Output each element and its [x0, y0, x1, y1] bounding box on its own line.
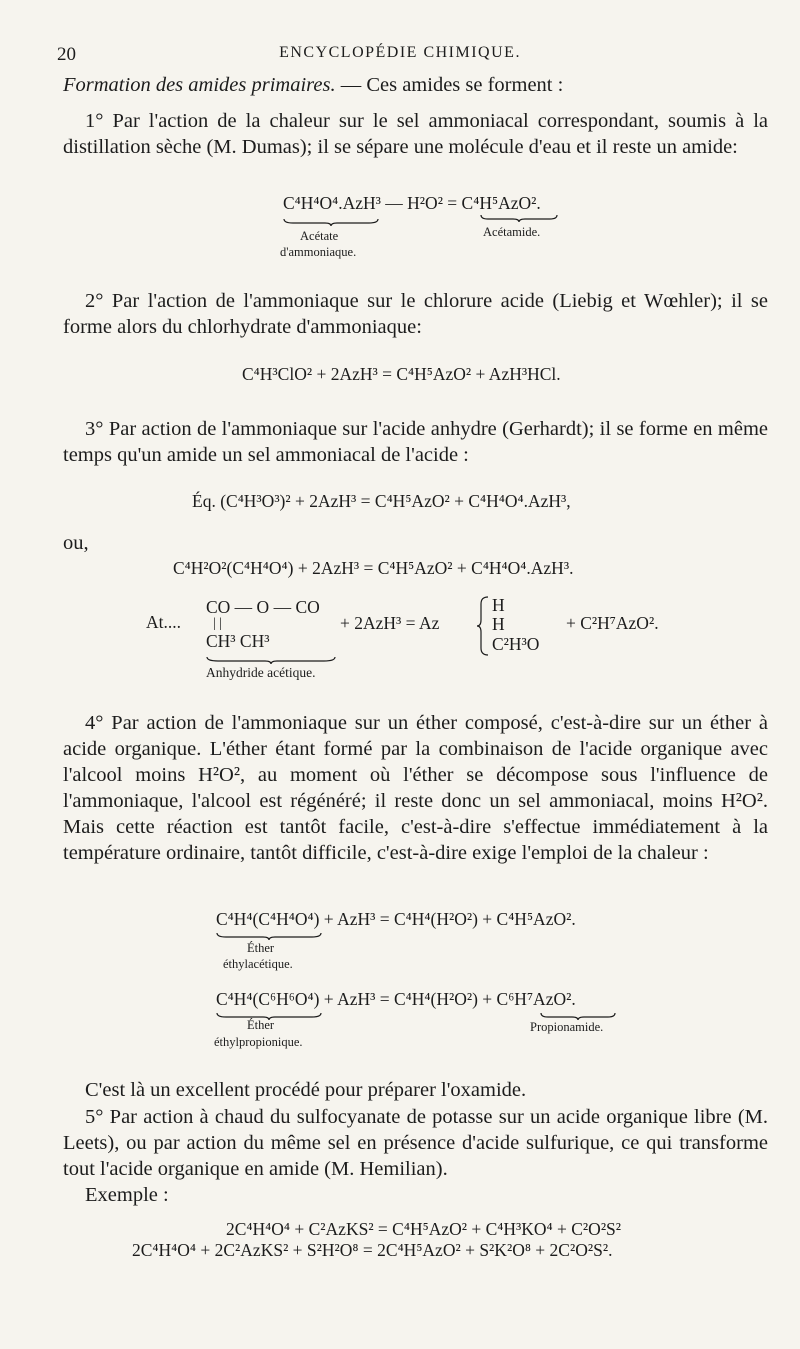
equation-8: 2C⁴H⁴O⁴ + C²AzKS² = C⁴H⁵AzO² + C⁴H³KO⁴ + C²O²S² — [226, 1219, 622, 1239]
label-acetate: Acétate — [300, 229, 339, 243]
paragraph-6-text: 5° Par action à chaud du sulfocyanate de potasse sur un acide organique libre (M. Leets), ou par action du même sel en présence d'acide sulfurique, ce qui transforme tout l'acide organique en amide (M. Hemilian). — [63, 1106, 768, 1180]
paragraph-1-text: 1° Par l'action de la chaleur sur le sel ammoniacal correspondant, soumis à la distillation sèche (M. Dumas); il se sépare une molécule d'eau et il reste un amide: — [63, 110, 768, 158]
equation-9: 2C⁴H⁴O⁴ + 2C²AzKS² + S²H²O⁸ = 2C⁴H⁵AzO² + S²K²O⁸ + 2C²O²S². — [132, 1240, 613, 1260]
structure-bottom-row: CH³ CH³ — [206, 631, 270, 651]
paragraph-4-text: 4° Par action de l'ammoniaque sur un éther composé, c'est-à-dire sur un éther à acide organique. L'éther étant formé par la combinaison de l'acide organique avec l'alcool moins H²O², au moment où l'éther se décompose sous l'influence de l'ammoniaque, l'alcool est régénéré; il reste donc un sel ammoniacal, moins H²O². Mais cette réaction est tantôt facile, c'est-à-dire s'effectue immédiatement à la température ordinaire, tantôt difficile, c'est-à-dire exige l'emploi de la chaleur : — [63, 712, 768, 864]
section-title: Formation des amides primaires. — [63, 74, 336, 96]
equation-3: Éq. (C⁴H³O³)² + 2AzH³ = C⁴H⁵AzO² + C⁴H⁴O⁴.AzH³, — [192, 491, 571, 511]
equation-2: C⁴H³ClO² + 2AzH³ = C⁴H⁵AzO² + AzH³HCl. — [242, 364, 561, 384]
paragraph-2-text: 2° Par l'action de l'ammoniaque sur le chlorure acide (Liebig et Wœhler); il se forme alors du chlorhydrate d'ammoniaque: — [63, 290, 768, 338]
equation-4: C⁴H²O²(C⁴H⁴O⁴) + 2AzH³ = C⁴H⁵AzO² + C⁴H⁴O⁴.AzH³. — [173, 558, 574, 578]
page-number: 20 — [57, 44, 76, 65]
label-propionamide: Propionamide. — [530, 1020, 604, 1034]
paragraph-1 — [63, 108, 768, 160]
underbrace-acetamide — [480, 214, 558, 222]
label-ammoniaque: d'ammoniaque. — [280, 245, 357, 259]
label-ether-2: Éther — [247, 1018, 275, 1032]
structure-tail: + C²H⁷AzO². — [566, 613, 659, 633]
equation-7: C⁴H⁴(C⁶H⁶O⁴) + AzH³ = C⁴H⁴(H²O²) + C⁶H⁷AzO². — [216, 989, 576, 1009]
ou-text: ou, — [63, 532, 89, 554]
equation-6: C⁴H⁴(C⁴H⁴O⁴) + AzH³ = C⁴H⁴(H²O²) + C⁴H⁵AzO². — [216, 909, 576, 929]
underbrace-anhydride — [206, 656, 336, 664]
underbrace-acetate — [283, 218, 379, 226]
paragraph-7 — [63, 1182, 768, 1208]
paragraph-3 — [63, 416, 768, 468]
paragraph-2 — [63, 288, 768, 340]
underbrace-propionamide — [540, 1012, 616, 1020]
label-ethylpropionique: éthylpropionique. — [214, 1035, 303, 1049]
structure-bonds: | | — [213, 616, 223, 631]
paragraph-5 — [63, 1077, 768, 1103]
intro-paragraph — [63, 72, 768, 98]
running-title: ENCYCLOPÉDIE CHIMIQUE. — [279, 44, 521, 61]
intro-text: — Ces amides se forment : — [335, 74, 564, 96]
label-anhydride: Anhydride acétique. — [206, 665, 316, 680]
underbrace-ethylacetique — [216, 932, 322, 940]
structure-h2: H — [492, 614, 505, 634]
paragraph-6 — [63, 1104, 768, 1182]
structure-h3: C²H³O — [492, 634, 540, 654]
label-ethylacetique: éthylacétique. — [223, 957, 293, 971]
paragraph-4 — [63, 710, 768, 866]
label-ether-1: Éther — [247, 941, 275, 955]
paragraph-7-text: Exemple : — [85, 1184, 169, 1206]
equation-1: C⁴H⁴O⁴.AzH³ — H²O² = C⁴H⁵AzO². — [283, 193, 541, 213]
structure-top-row: CO — O — CO — [206, 597, 320, 617]
paragraph-3-text: 3° Par action de l'ammoniaque sur l'acide anhydre (Gerhardt); il se forme en même temps qu'un amide un sel ammoniacal de l'acide : — [63, 418, 768, 466]
curly-brace — [476, 596, 490, 656]
label-acetamide: Acétamide. — [483, 225, 541, 239]
structure-middle: + 2AzH³ = Az — [340, 613, 440, 633]
structure-prefix: At.... — [146, 612, 181, 632]
structure-h1: H — [492, 595, 505, 615]
paragraph-5-text: C'est là un excellent procédé pour préparer l'oxamide. — [85, 1079, 527, 1101]
